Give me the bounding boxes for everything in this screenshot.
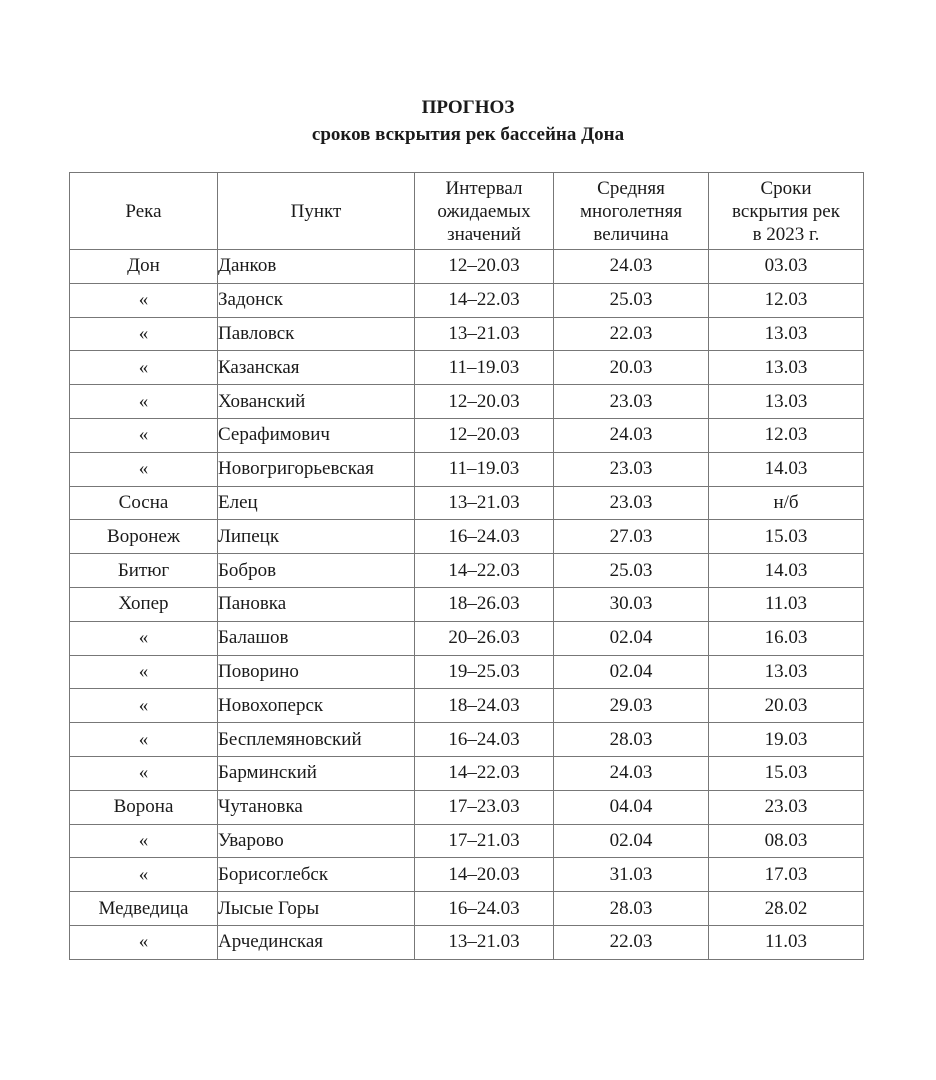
table-row (70, 858, 864, 892)
average-cell: 02.04 (554, 621, 709, 655)
point-cell: Лысые Горы (218, 892, 415, 926)
river-cell: « (70, 418, 218, 452)
river-cell: Сосна (70, 486, 218, 520)
point-cell: Чутановка (218, 790, 415, 824)
river-cell: « (70, 689, 218, 723)
interval-cell: 11–19.03 (415, 351, 554, 385)
table-row (70, 452, 864, 486)
interval-cell: 14–22.03 (415, 756, 554, 790)
river-cell: « (70, 655, 218, 689)
average-cell: 24.03 (554, 250, 709, 284)
average-cell: 24.03 (554, 418, 709, 452)
opening-cell: 17.03 (709, 858, 864, 892)
river-cell: « (70, 452, 218, 486)
opening-cell: 03.03 (709, 250, 864, 284)
table-row (70, 554, 864, 588)
opening-cell: 15.03 (709, 520, 864, 554)
table-row (70, 587, 864, 621)
table-row (70, 756, 864, 790)
river-cell: Ворона (70, 790, 218, 824)
average-cell: 28.03 (554, 723, 709, 757)
opening-cell: 11.03 (709, 587, 864, 621)
forecast-table (69, 172, 864, 960)
river-cell: Хопер (70, 587, 218, 621)
river-cell: « (70, 351, 218, 385)
interval-cell: 11–19.03 (415, 452, 554, 486)
river-cell: « (70, 824, 218, 858)
river-cell: Воронеж (70, 520, 218, 554)
point-cell: Бесплемяновский (218, 723, 415, 757)
average-cell: 23.03 (554, 385, 709, 419)
table-row (70, 520, 864, 554)
opening-cell: 12.03 (709, 283, 864, 317)
opening-cell: 14.03 (709, 452, 864, 486)
river-cell: Медведица (70, 892, 218, 926)
table-row (70, 283, 864, 317)
river-cell: « (70, 317, 218, 351)
point-cell: Хованский (218, 385, 415, 419)
interval-cell: 12–20.03 (415, 418, 554, 452)
table-row (70, 250, 864, 284)
table-row (70, 621, 864, 655)
river-cell: Битюг (70, 554, 218, 588)
river-cell: Дон (70, 250, 218, 284)
average-cell: 02.04 (554, 655, 709, 689)
table-row (70, 385, 864, 419)
river-cell: « (70, 925, 218, 959)
average-cell: 29.03 (554, 689, 709, 723)
opening-cell: 28.02 (709, 892, 864, 926)
average-cell: 28.03 (554, 892, 709, 926)
interval-cell: 12–20.03 (415, 250, 554, 284)
point-cell: Арчединская (218, 925, 415, 959)
average-cell: 02.04 (554, 824, 709, 858)
table-row (70, 925, 864, 959)
opening-cell: 13.03 (709, 655, 864, 689)
interval-cell: 17–23.03 (415, 790, 554, 824)
table-row (70, 351, 864, 385)
interval-cell: 14–22.03 (415, 283, 554, 317)
interval-cell: 14–22.03 (415, 554, 554, 588)
opening-cell: 12.03 (709, 418, 864, 452)
title-line-1: ПРОГНОЗ (421, 97, 515, 118)
average-cell: 22.03 (554, 925, 709, 959)
opening-cell: 08.03 (709, 824, 864, 858)
interval-cell: 16–24.03 (415, 723, 554, 757)
point-cell: Уварово (218, 824, 415, 858)
opening-cell: 13.03 (709, 351, 864, 385)
point-cell: Данков (218, 250, 415, 284)
point-cell: Липецк (218, 520, 415, 554)
header-interval: Интервал ожидаемых значений (415, 173, 554, 250)
table-row (70, 790, 864, 824)
table-row (70, 655, 864, 689)
document-title (0, 94, 936, 148)
opening-cell: 11.03 (709, 925, 864, 959)
opening-cell: н/б (709, 486, 864, 520)
interval-cell: 16–24.03 (415, 520, 554, 554)
header-point: Пункт (218, 173, 415, 250)
interval-cell: 18–24.03 (415, 689, 554, 723)
river-cell: « (70, 756, 218, 790)
river-cell: « (70, 621, 218, 655)
header-average: Средняя многолетняя величина (554, 173, 709, 250)
point-cell: Новохоперск (218, 689, 415, 723)
opening-cell: 20.03 (709, 689, 864, 723)
average-cell: 27.03 (554, 520, 709, 554)
opening-cell: 13.03 (709, 385, 864, 419)
opening-cell: 16.03 (709, 621, 864, 655)
table-row (70, 418, 864, 452)
river-cell: « (70, 858, 218, 892)
table-row (70, 486, 864, 520)
point-cell: Павловск (218, 317, 415, 351)
average-cell: 30.03 (554, 587, 709, 621)
table-body (70, 250, 864, 960)
point-cell: Задонск (218, 283, 415, 317)
point-cell: Серафимович (218, 418, 415, 452)
average-cell: 25.03 (554, 554, 709, 588)
table-row (70, 317, 864, 351)
average-cell: 22.03 (554, 317, 709, 351)
point-cell: Борисоглебск (218, 858, 415, 892)
point-cell: Казанская (218, 351, 415, 385)
river-cell: « (70, 283, 218, 317)
river-cell: « (70, 385, 218, 419)
interval-cell: 20–26.03 (415, 621, 554, 655)
opening-cell: 15.03 (709, 756, 864, 790)
river-cell: « (70, 723, 218, 757)
point-cell: Поворино (218, 655, 415, 689)
point-cell: Бобров (218, 554, 415, 588)
table-row (70, 892, 864, 926)
interval-cell: 12–20.03 (415, 385, 554, 419)
opening-cell: 23.03 (709, 790, 864, 824)
interval-cell: 18–26.03 (415, 587, 554, 621)
header-row (70, 173, 864, 250)
average-cell: 23.03 (554, 452, 709, 486)
point-cell: Пановка (218, 587, 415, 621)
average-cell: 04.04 (554, 790, 709, 824)
interval-cell: 14–20.03 (415, 858, 554, 892)
interval-cell: 13–21.03 (415, 925, 554, 959)
average-cell: 24.03 (554, 756, 709, 790)
point-cell: Новогригорьевская (218, 452, 415, 486)
average-cell: 31.03 (554, 858, 709, 892)
interval-cell: 16–24.03 (415, 892, 554, 926)
point-cell: Барминский (218, 756, 415, 790)
average-cell: 23.03 (554, 486, 709, 520)
table-row (70, 689, 864, 723)
interval-cell: 13–21.03 (415, 317, 554, 351)
point-cell: Балашов (218, 621, 415, 655)
average-cell: 20.03 (554, 351, 709, 385)
header-river: Река (70, 173, 218, 250)
interval-cell: 17–21.03 (415, 824, 554, 858)
point-cell: Елец (218, 486, 415, 520)
title-line-2: сроков вскрытия рек бассейна Дона (311, 124, 625, 145)
table-row (70, 723, 864, 757)
table-header (70, 173, 864, 250)
average-cell: 25.03 (554, 283, 709, 317)
interval-cell: 19–25.03 (415, 655, 554, 689)
opening-cell: 19.03 (709, 723, 864, 757)
header-opening: Сроки вскрытия рек в 2023 г. (709, 173, 864, 250)
interval-cell: 13–21.03 (415, 486, 554, 520)
opening-cell: 13.03 (709, 317, 864, 351)
opening-cell: 14.03 (709, 554, 864, 588)
table-row (70, 824, 864, 858)
